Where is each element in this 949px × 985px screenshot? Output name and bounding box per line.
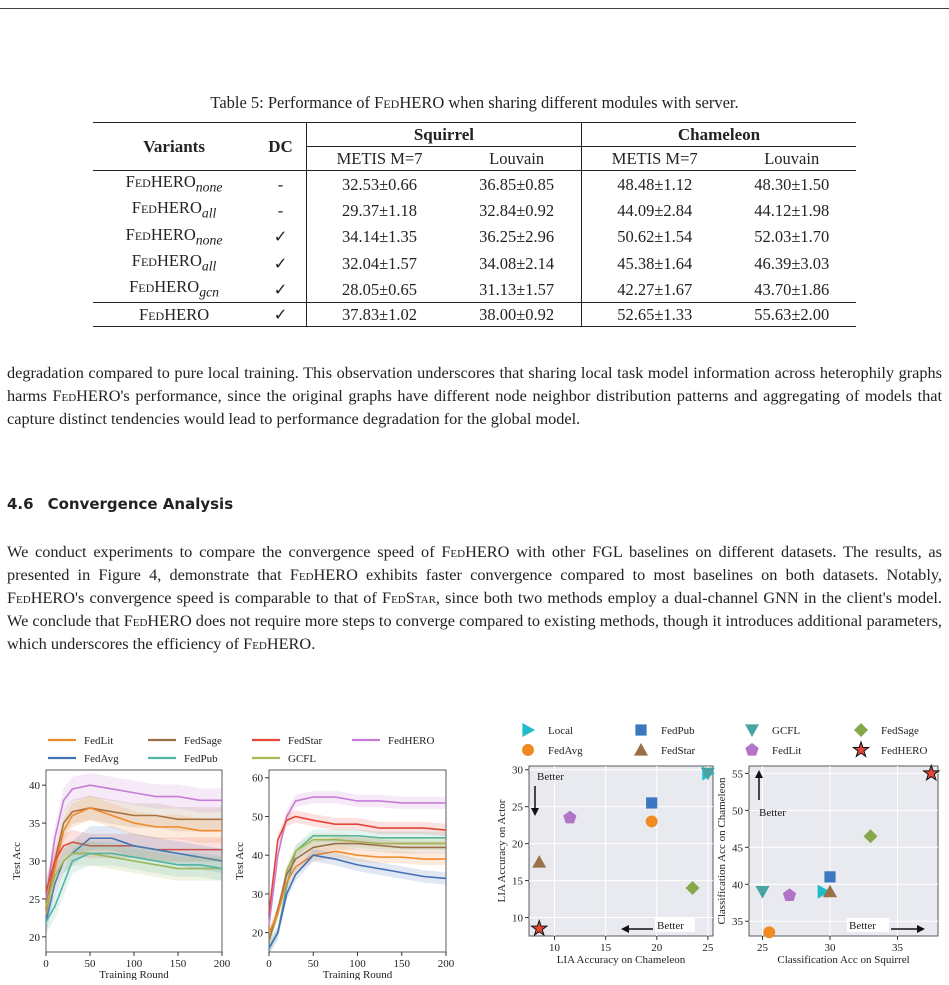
- table-cell: 52.03±1.70: [754, 227, 830, 247]
- legend-label: Local: [548, 725, 574, 737]
- sub-header: METIS M=7: [611, 149, 698, 168]
- sub-header: METIS M=7: [336, 149, 423, 168]
- x-tick-label: 10: [549, 942, 561, 954]
- x-tick-label: 20: [651, 942, 663, 954]
- better-annotation: Better: [657, 920, 684, 932]
- table-cell: 43.70±1.86: [754, 279, 830, 299]
- y-tick-label: 60: [252, 772, 263, 785]
- table-row: [93, 250, 856, 276]
- variant-name: FedHERO$_{none}$: [93, 171, 255, 198]
- y-tick-label: 35: [29, 818, 40, 831]
- group-squirrel: Squirrel: [306, 123, 581, 147]
- y-tick-label: 50: [252, 811, 263, 824]
- table-cell: 46.39±3.03: [754, 253, 830, 273]
- x-axis-label: Classification Acc on Squirrel: [777, 954, 910, 966]
- table-cell: 32.04±1.57: [341, 253, 418, 273]
- table-cell: 32.53±0.66: [306, 171, 452, 198]
- variant-name: FedHERO$_{all}$: [131, 250, 217, 274]
- x-tick-label: 150: [393, 958, 410, 970]
- col-variants: Variants: [93, 123, 255, 171]
- table-row: [93, 224, 856, 250]
- y-tick-label: 20: [252, 927, 263, 940]
- x-tick-label: 25: [757, 942, 768, 954]
- plot-frame: [749, 766, 938, 936]
- header-rule: [0, 8, 949, 9]
- point-fedavg: [763, 926, 775, 938]
- variant-name: FedHERO: [93, 303, 255, 327]
- sub-header: Louvain: [764, 149, 820, 168]
- paragraph-1: degradation compared to pure local training. This observation underscores that sharing local task model information across heterophily graphs harms FedHERO's performance, since the original graphs have different node neighbor distribution patterns and aggregating of models that capture distinct tendencies would lead to performance degradation for the global model.: [7, 363, 943, 428]
- table-cell: 37.83±1.02: [306, 303, 452, 327]
- section-number: 4.6: [7, 495, 34, 513]
- legend-label: FedAvg: [84, 753, 119, 765]
- section-heading: [7, 495, 233, 513]
- table-cell: 31.13±1.57: [452, 276, 581, 303]
- paragraph-2: We conduct experiments to compare the convergence speed of FedHERO with other FGL baselines on different datasets. The results, as presented in Figure 4, demonstrate that FedHERO exhibits faster convergence compared to most baselines on both datasets. Notably, FedHERO's convergence speed is comparable to that of FedStar, since both two methods employ a dual-channel GNN in the client's model. We conclude that FedHERO does not require more steps to converge compared to existing methods, though it introduces additional parameters, which underscores the efficiency of FedHERO.: [7, 542, 942, 653]
- x-axis-label: Training Round: [99, 969, 169, 980]
- x-axis-label: LIA Accuracy on Chameleon: [556, 954, 686, 966]
- y-tick-label: 10: [512, 912, 523, 925]
- y-tick-label: 20: [512, 838, 523, 851]
- better-annotation: Better: [849, 920, 876, 932]
- variant-name: FedHERO$_{all}$: [131, 198, 217, 221]
- table-cell: 38.00±0.92: [452, 303, 581, 327]
- y-axis-label: LIA Accuracy on Actor: [496, 799, 508, 903]
- better-annotation: Better: [759, 807, 786, 819]
- table-cell: 50.62±1.54: [617, 227, 693, 247]
- x-tick-label: 150: [169, 958, 187, 970]
- dc-mark: ✓: [255, 224, 306, 250]
- figure-4: [0, 720, 949, 980]
- legend-label: FedAvg: [548, 745, 583, 757]
- y-tick-label: 30: [512, 764, 523, 777]
- table-row: [93, 276, 856, 303]
- x-tick-label: 30: [824, 942, 836, 954]
- better-annotation: Better: [537, 771, 564, 783]
- legend-marker: [745, 724, 759, 737]
- dc-mark: ✓: [255, 276, 306, 303]
- table-row: [93, 303, 856, 327]
- table-cell: 29.37±1.18: [341, 200, 418, 220]
- table-cell: 42.27±1.67: [617, 279, 693, 299]
- x-tick-label: 15: [600, 942, 612, 954]
- dc-mark: ✓: [255, 250, 306, 276]
- table-cell: 36.25±2.96: [452, 224, 581, 250]
- legend-label: FedSage: [184, 735, 222, 747]
- legend-marker: [522, 723, 535, 737]
- table-cell: 52.65±1.33: [582, 303, 728, 327]
- legend-marker: [853, 742, 868, 757]
- table-caption: Table 5: Performance of FedHERO when sharing different modules with server.: [210, 93, 739, 112]
- table-cell: 55.63±2.00: [727, 303, 856, 327]
- x-tick-label: 35: [892, 942, 903, 954]
- x-tick-label: 200: [213, 958, 231, 970]
- plot-frame: [529, 766, 713, 936]
- legend-label: GCFL: [772, 725, 801, 737]
- variant-name: FedHERO$_{none}$: [125, 224, 223, 247]
- table-cell: 34.08±2.14: [452, 250, 581, 276]
- table-cell: 48.30±1.50: [727, 171, 856, 198]
- legend-marker: [522, 744, 534, 756]
- table-cell: 28.05±0.65: [341, 279, 418, 299]
- table-cell: 45.38±1.64: [617, 253, 693, 273]
- legend-label: FedSage: [881, 725, 919, 737]
- point-fedpub: [646, 797, 657, 808]
- y-tick-label: 40: [252, 850, 263, 863]
- legend-marker: [745, 743, 758, 756]
- y-tick-label: 35: [732, 916, 743, 929]
- table-cell: 44.12±1.98: [754, 200, 830, 220]
- dc-mark: ✓: [255, 303, 306, 327]
- col-dc: DC: [255, 123, 306, 171]
- table-cell: 36.85±0.85: [452, 171, 581, 198]
- legend-label: FedLit: [772, 745, 802, 757]
- y-tick-label: 25: [29, 893, 40, 906]
- x-tick-label: 100: [349, 958, 366, 970]
- y-tick-label: 50: [732, 805, 743, 818]
- x-tick-label: 100: [125, 958, 143, 970]
- table-row: [93, 197, 856, 223]
- y-tick-label: 55: [732, 768, 743, 781]
- legend-marker: [634, 743, 648, 756]
- x-tick-label: 0: [266, 958, 272, 970]
- legend-label: GCFL: [288, 753, 317, 765]
- sub-header: Louvain: [452, 147, 581, 171]
- y-tick-label: 25: [512, 801, 523, 814]
- y-tick-label: 40: [29, 780, 40, 793]
- dc-mark: -: [255, 197, 306, 223]
- results-table: [93, 122, 856, 327]
- y-tick-label: 30: [29, 856, 40, 868]
- variant-name: FedHERO$_{gcn}$: [129, 277, 220, 300]
- group-chameleon: Chameleon: [582, 123, 857, 147]
- x-tick-label: 50: [84, 958, 96, 970]
- x-tick-label: 25: [702, 942, 714, 954]
- legend-label: FedLit: [84, 735, 114, 747]
- legend-marker: [635, 724, 646, 735]
- section-title: Convergence Analysis: [47, 495, 234, 513]
- dc-mark: -: [255, 171, 306, 198]
- legend-marker: [854, 723, 868, 737]
- y-tick-label: 15: [512, 875, 523, 888]
- point-fedavg: [646, 815, 658, 827]
- y-axis-label: Test Acc: [234, 841, 246, 881]
- y-tick-label: 45: [732, 842, 743, 855]
- y-tick-label: 30: [252, 888, 263, 901]
- y-tick-label: 40: [732, 879, 743, 892]
- x-tick-label: 50: [307, 958, 319, 970]
- table-cell: 32.84±0.92: [452, 197, 581, 223]
- legend-label: FedHERO: [881, 745, 928, 757]
- table-cell: 44.09±2.84: [617, 200, 693, 220]
- legend-label: FedStar: [288, 735, 323, 747]
- legend-label: FedPub: [184, 753, 218, 765]
- point-fedpub: [824, 871, 835, 882]
- x-tick-label: 200: [437, 958, 455, 970]
- table-cell: 48.48±1.12: [582, 171, 728, 198]
- legend-label: FedStar: [661, 745, 696, 757]
- legend-label: FedPub: [661, 725, 695, 737]
- y-tick-label: 20: [29, 931, 40, 944]
- y-axis-label: Test Acc: [11, 841, 23, 881]
- table-cell: 34.14±1.35: [341, 227, 418, 247]
- legend-label: FedHERO: [388, 735, 435, 747]
- x-axis-label: Training Round: [322, 969, 393, 980]
- x-tick-label: 0: [43, 958, 49, 970]
- y-axis-label: Classification Acc on Chameleon: [716, 777, 728, 925]
- table-row: [93, 171, 856, 198]
